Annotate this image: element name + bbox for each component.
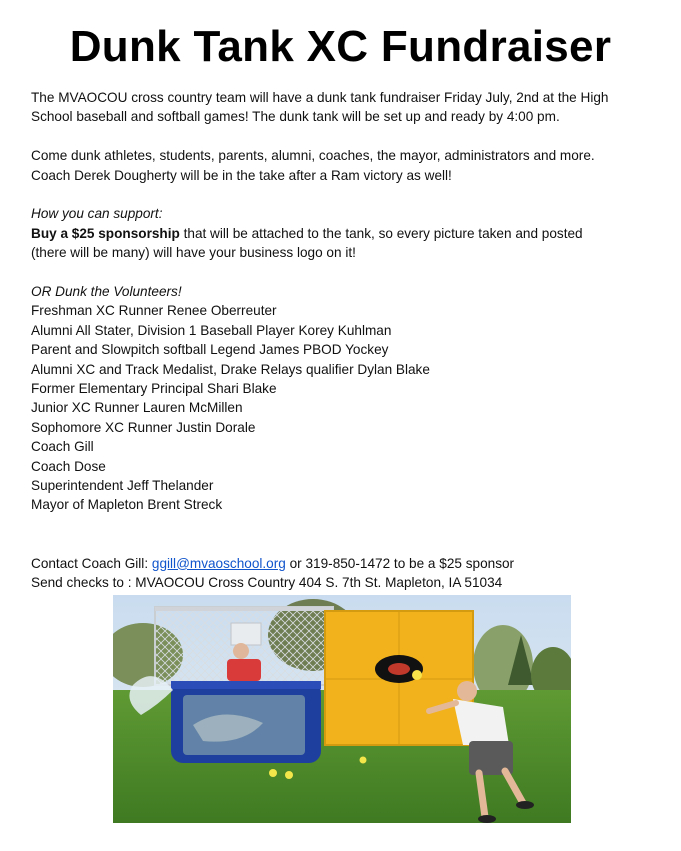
volunteer-item: Alumni All Stater, Division 1 Baseball Player Korey Kuhlman [31,322,392,338]
volunteer-item: Sophomore XC Runner Justin Dorale [31,419,256,435]
contact-suffix: or 319-850-1472 to be a $25 sponsor [285,555,515,571]
sponsor-line-1 [31,224,661,243]
contact-line [31,554,661,573]
volunteer-list [31,301,661,514]
volunteer-item: Junior XC Runner Lauren McMillen [31,400,243,416]
volunteer-item: Superintendent Jeff Thelander [31,478,214,494]
dunk-tank-photo [113,595,571,823]
volunteer-item: Mayor of Mapleton Brent Streck [31,497,223,513]
volunteer-item: Freshman XC Runner Renee Oberreuter [31,303,277,319]
volunteer-item: Former Elementary Principal Shari Blake [31,381,277,397]
volunteers-heading: OR Dunk the Volunteers! [31,284,182,300]
sponsor-bold-text: Buy a $25 sponsorship [31,225,180,241]
volunteer-item: Alumni XC and Track Medalist, Drake Relays qualifier Dylan Blake [31,361,430,377]
intro-line-1: The MVAOCOU cross country team will have a dunk tank fundraiser Friday July, 2nd at the High [31,90,609,105]
volunteer-item: Coach Gill [31,439,94,455]
contact-email-link[interactable]: ggill@mvaoschool.org [151,555,286,571]
volunteer-item: Parent and Slowpitch softball Legend James PBOD Yockey [31,342,389,358]
intro-line-2: School baseball and softball games! The dunk tank will be set up and ready by 4:00 pm. [31,109,560,125]
page-title: Dunk Tank XC Fundraiser [69,22,612,71]
checks-line: Send checks to : MVAOCOU Cross Country 404 S. 7th St. Mapleton, IA 51034 [31,575,503,591]
invite-line-1: Come dunk athletes, students, parents, alumni, coaches, the mayor, administrators and more. [31,148,595,164]
support-heading: How you can support: [31,206,163,222]
flyer-body [31,88,661,592]
contact-prefix: Contact Coach Gill: [31,555,152,571]
invite-line-2: Coach Derek Dougherty will be in the take after a Ram victory as well! [31,167,452,183]
volunteer-item: Coach Dose [31,458,106,474]
sponsor-rest-text: that will be attached to the tank, so every picture taken and posted [179,225,583,241]
sponsor-line-2: (there will be many) will have your business logo on it! [31,245,356,261]
